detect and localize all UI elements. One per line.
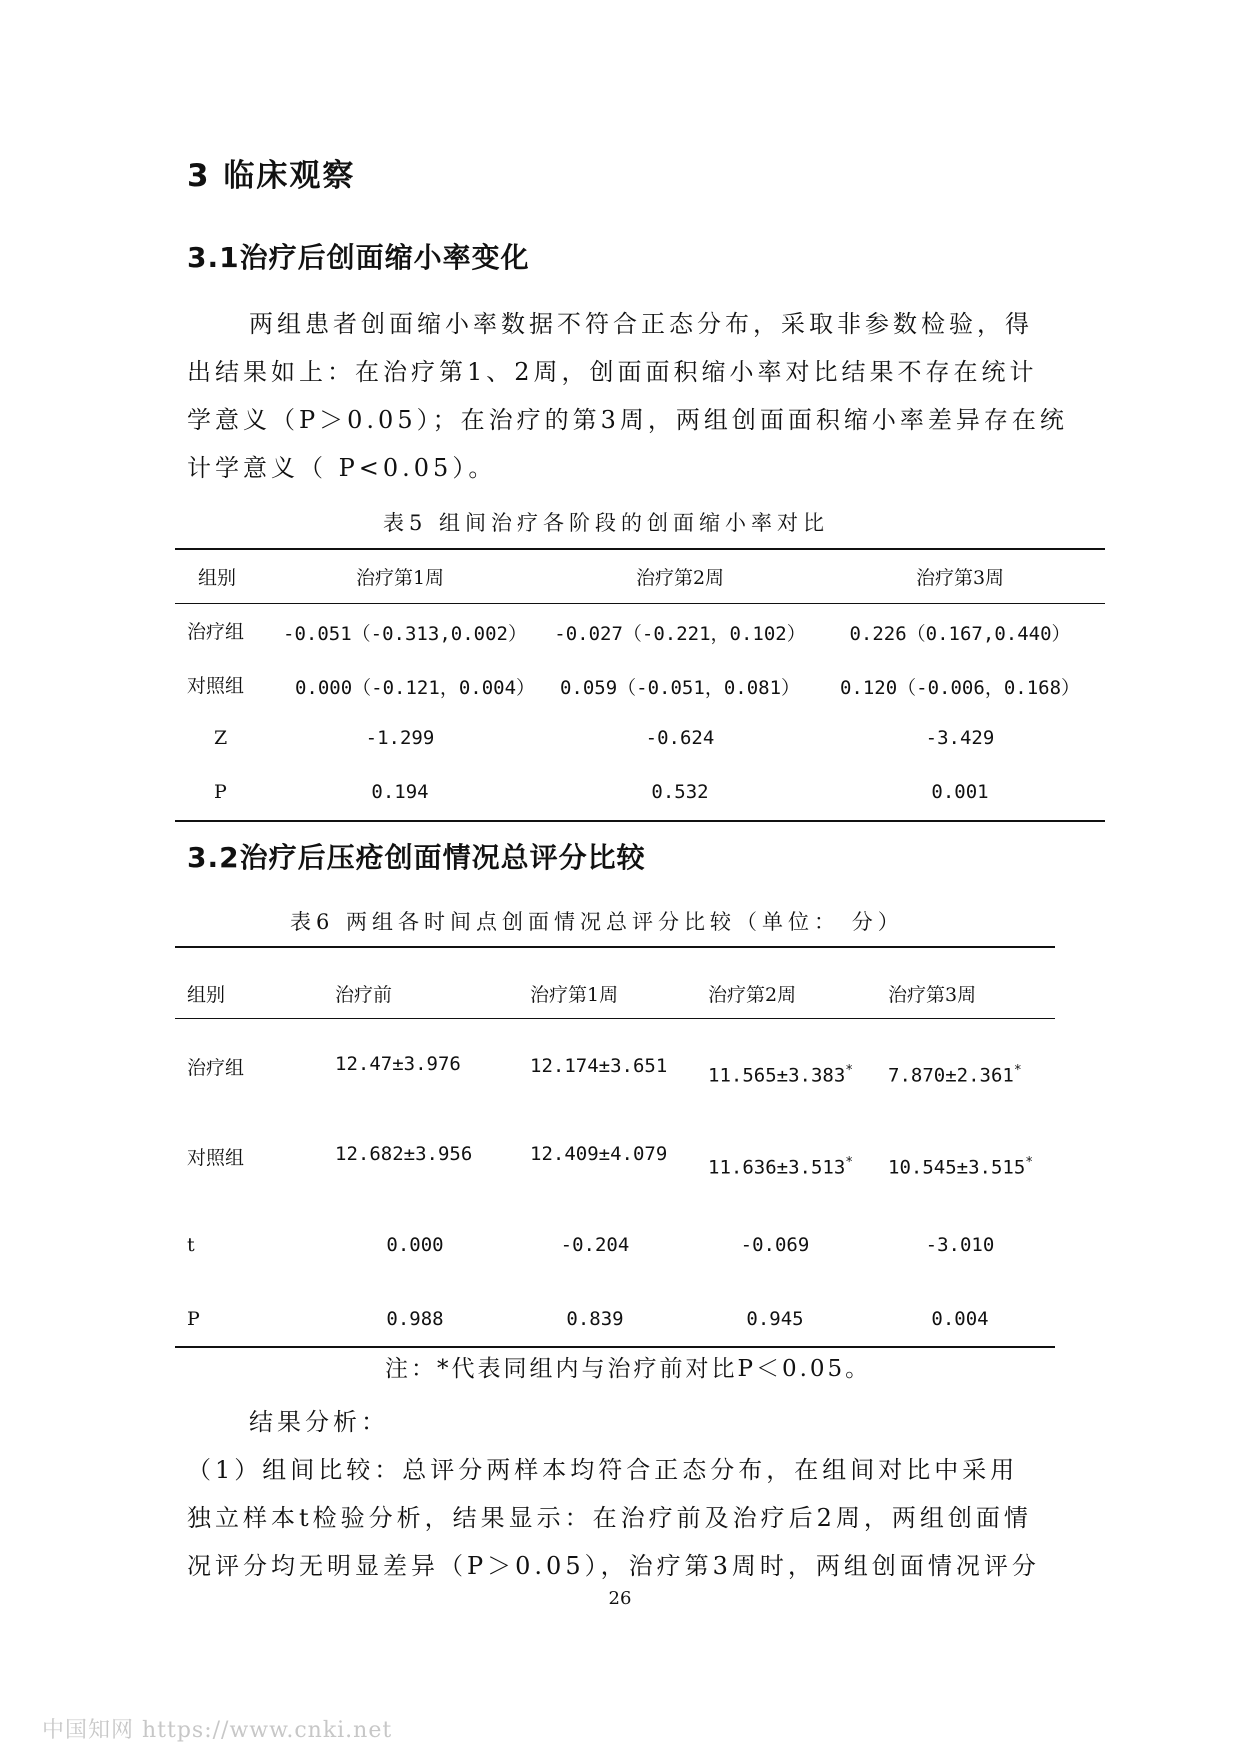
table6-cell-marked: 11.636±3.513*: [708, 1155, 854, 1179]
table5-row-label: 治疗组: [187, 621, 245, 643]
table6-cell: -0.069: [740, 1234, 810, 1256]
table5-top-rule: [175, 548, 1105, 550]
table6-cell: 0.004: [931, 1308, 989, 1330]
table6-row-label: 对照组: [187, 1147, 245, 1169]
table6-cell: 0.988: [386, 1308, 444, 1330]
table5-cell: 0.194: [371, 781, 429, 803]
table6-bottom-rule: [175, 1346, 1055, 1348]
significance-marker: *: [1013, 1063, 1022, 1078]
significance-marker: *: [845, 1155, 854, 1170]
table5-header-week1: 治疗第1周: [355, 567, 445, 589]
subsection-heading-3-2: 3.2治疗后压疮创面情况总评分比较: [187, 841, 646, 874]
table6-header-before: 治疗前: [335, 984, 393, 1006]
analysis-heading: 结果分析：: [249, 1408, 389, 1436]
table6-cell: 0.945: [746, 1308, 804, 1330]
table6-note: 注：*代表同组内与治疗前对比P＜0.05。: [385, 1356, 872, 1382]
table6-cell: 0.000: [386, 1234, 444, 1256]
table6-cell: 12.682±3.956: [335, 1143, 473, 1165]
table5-cell: -0.051（-0.313,0.002）: [283, 623, 527, 645]
cnki-watermark: 中国知网 https://www.cnki.net: [42, 1718, 393, 1743]
paragraph-line: 两组患者创面缩小率数据不符合正态分布，采取非参数检验，得: [249, 310, 1033, 338]
table6-top-rule: [175, 946, 1055, 948]
table6-cell-marked: 11.565±3.383*: [708, 1063, 854, 1087]
significance-marker: *: [1025, 1155, 1034, 1170]
table5-cell: 0.226（0.167,0.440）: [849, 623, 1071, 645]
table5-cell: 0.001: [931, 781, 989, 803]
table5-cell: 0.059（-0.051，0.081）: [559, 677, 801, 699]
table6-cell-marked: 10.545±3.515*: [888, 1155, 1034, 1179]
significance-marker: *: [845, 1063, 854, 1078]
table5-cell: -0.027（-0.221，0.102）: [554, 623, 806, 645]
table6-header-week1: 治疗第1周: [530, 984, 619, 1006]
table6-row-label: P: [187, 1308, 200, 1330]
table5-header-week3: 治疗第3周: [915, 567, 1005, 589]
table5-cell: -0.624: [645, 727, 715, 749]
table6-row-label: 治疗组: [187, 1057, 245, 1079]
page-number: 26: [608, 1588, 632, 1609]
paragraph-line: 况评分均无明显差异（P＞0.05），治疗第3周时，两组创面情况评分: [187, 1552, 1040, 1580]
table5-cell: -1.299: [365, 727, 435, 749]
paragraph-line: 出结果如上：在治疗第1、2周，创面面积缩小率对比结果不存在统计: [187, 358, 1038, 386]
table5-header-rule: [175, 603, 1105, 604]
table5-caption: 表5 组间治疗各阶段的创面缩小率对比: [383, 511, 830, 535]
table5-row-label: Z: [214, 727, 228, 749]
paragraph-line: 计学意义（ P<0.05）。: [187, 454, 497, 482]
table5-cell: 0.532: [651, 781, 709, 803]
table5-cell: 0.120（-0.006，0.168）: [839, 677, 1081, 699]
table6-cell: -0.204: [560, 1234, 630, 1256]
table6-cell-marked: 7.870±2.361*: [888, 1063, 1022, 1087]
table6-header-group: 组别: [187, 984, 226, 1006]
table6-header-rule: [175, 1018, 1055, 1019]
table5-cell: -3.429: [925, 727, 995, 749]
table6-header-week2: 治疗第2周: [708, 984, 797, 1006]
table5-header-group: 组别: [198, 567, 237, 589]
table6-cell: 12.409±4.079: [530, 1143, 668, 1165]
table6-header-week3: 治疗第3周: [888, 984, 977, 1006]
table6-row-label: t: [187, 1234, 195, 1256]
table5-bottom-rule: [175, 820, 1105, 822]
table6-cell: 0.839: [566, 1308, 624, 1330]
table6-cell: 12.47±3.976: [335, 1053, 461, 1075]
paragraph-line: 学意义（P＞0.05）；在治疗的第3周，两组创面面积缩小率差异存在统: [187, 406, 1068, 434]
subsection-heading-3-1: 3.1治疗后创面缩小率变化: [187, 241, 530, 274]
table5-cell: 0.000（-0.121，0.004）: [294, 677, 536, 699]
paragraph-line: （1）组间比较：总评分两样本均符合正态分布，在组间对比中采用: [187, 1456, 1019, 1484]
table5-row-label: P: [214, 781, 227, 803]
table6-caption: 表6 两组各时间点创面情况总评分比较（单位： 分）: [290, 910, 904, 934]
table5-header-week2: 治疗第2周: [635, 567, 725, 589]
table6-cell: 12.174±3.651: [530, 1055, 668, 1077]
section-heading: 3 临床观察: [187, 158, 356, 194]
table5-row-label: 对照组: [187, 675, 245, 697]
paragraph-line: 独立样本t检验分析，结果显示：在治疗前及治疗后2周，两组创面情: [187, 1504, 1032, 1532]
table6-cell: -3.010: [925, 1234, 995, 1256]
